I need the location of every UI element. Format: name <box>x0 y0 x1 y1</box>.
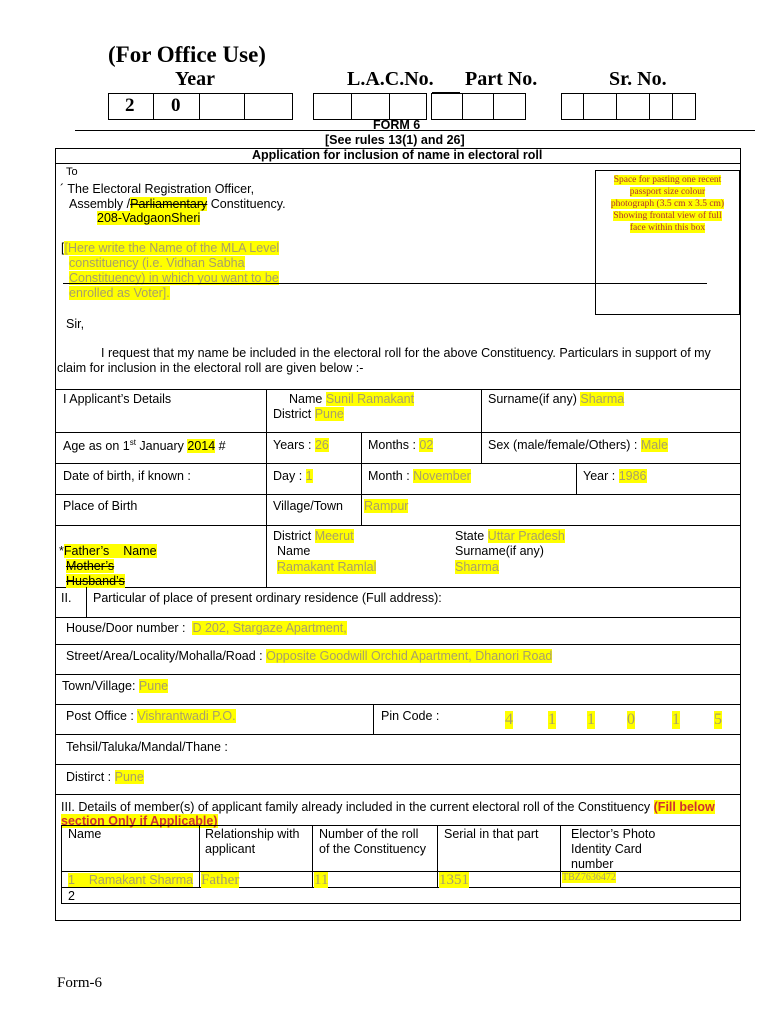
applicant-name-row <box>289 392 414 406</box>
house-row <box>66 621 347 635</box>
house-value[interactable]: D 202, Stargaze Apartment, <box>192 621 347 635</box>
part-label: Part No. <box>465 68 538 90</box>
photo-line-2: passport size colour <box>629 187 706 197</box>
day-value[interactable]: 1 <box>305 469 313 483</box>
post-row <box>66 709 236 723</box>
day-label: Day : <box>273 469 303 483</box>
row1-roll-wrap <box>314 872 328 889</box>
town-row <box>62 679 168 693</box>
lac-label: L.A.C.No. <box>347 68 434 90</box>
month-value[interactable]: November <box>413 469 471 483</box>
applicant-district-row <box>273 407 344 421</box>
post-value[interactable]: Vishrantwadi P.O. <box>137 709 236 723</box>
village-label: Village/Town <box>273 499 343 513</box>
months-row <box>368 438 433 452</box>
row2-num: 2 <box>68 889 75 903</box>
row1-epic-wrap <box>562 872 616 883</box>
section2-num: II. <box>61 591 72 605</box>
th-epic-3: number <box>571 857 614 871</box>
rel-name-label: Name <box>277 544 311 558</box>
constituency-name-text: 208-VadgaonSheri <box>97 211 201 225</box>
tehsil-label: Tehsil/Taluka/Mandal/Thane : <box>66 740 228 754</box>
district2-value[interactable]: Pune <box>114 770 144 784</box>
age-label-mid: January <box>135 439 188 454</box>
pin-digit-1[interactable]: 4 <box>505 711 513 728</box>
relation-husband-row <box>66 574 125 588</box>
pin-label: Pin Code : <box>381 709 440 723</box>
age-label-row <box>63 438 226 453</box>
form-application-title: Application for inclusion of name in electoral roll <box>252 148 543 162</box>
surname-value[interactable]: Sharma <box>580 392 625 406</box>
dob-year-value[interactable]: 1986 <box>618 469 647 483</box>
th-serial: Serial in that part <box>444 827 539 841</box>
district2-label: Distirct : <box>66 770 112 784</box>
age-sup: st <box>129 438 136 447</box>
pob-district-row <box>273 529 354 543</box>
house-label: House/Door number : <box>66 621 186 635</box>
instruction-text-4: enrolled as Voter]. <box>69 286 170 300</box>
section3-title-hl1: (Fill below <box>653 800 715 814</box>
month-label: Month : <box>368 469 410 483</box>
sr-boxes <box>561 93 696 120</box>
rel-surname-value[interactable]: Sharma <box>455 560 499 574</box>
relation-father-row <box>59 544 157 558</box>
assembly-prefix: Assembly / <box>69 197 131 211</box>
constituency-suffix: Constituency. <box>207 197 286 211</box>
row1-name[interactable]: Ramakant Sharma <box>88 873 194 887</box>
photo-line-4: Showing frontal view of full <box>613 211 722 221</box>
years-value[interactable]: 26 <box>314 438 329 452</box>
instruction-text-3: Constituency) in which you want to be <box>69 271 279 285</box>
th-relationship-2: applicant <box>205 842 256 856</box>
section2-title: Particular of place of present ordinary residence (Full address): <box>93 591 442 605</box>
th-relationship-1: Relationship with <box>205 827 300 841</box>
form-rules: [See rules 13(1) and 26] <box>325 133 465 147</box>
office-use-title: (For Office Use) <box>108 42 266 67</box>
row1-roll[interactable]: 11 <box>314 872 329 888</box>
relation-father: Father’s <box>63 544 110 558</box>
rel-name-value[interactable]: Ramakant Ramlal <box>277 560 377 574</box>
address-assembly-line <box>69 197 286 211</box>
sr-label: Sr. No. <box>609 68 667 90</box>
sex-value[interactable]: Male <box>640 438 668 452</box>
rel-surname-value-wrap <box>455 560 499 574</box>
sex-row <box>488 438 668 452</box>
th-epic-1: Elector’s Photo <box>571 827 656 841</box>
th-epic-2: Identity Card <box>571 842 642 856</box>
street-label: Street/Area/Locality/Mohalla/Road : <box>66 649 263 663</box>
pin-digit-3[interactable]: 1 <box>587 711 595 728</box>
town-label: Town/Village: <box>62 679 136 693</box>
pin-digit-6[interactable]: 5 <box>714 711 722 728</box>
year-digit-2: 0 <box>171 95 181 116</box>
instruction-text-2: constituency (i.e. Vidhan Sabha <box>69 256 245 270</box>
state-row <box>455 529 565 543</box>
instruction-line-4 <box>69 286 170 300</box>
row1-serial-wrap <box>439 872 469 889</box>
address-to: To <box>66 166 78 178</box>
row1-relation-wrap <box>201 872 239 889</box>
lac-boxes <box>313 93 427 120</box>
address-officer-line: ´ The Electoral Registration Officer, <box>60 182 255 196</box>
form-number: FORM 6 <box>373 118 421 132</box>
section3-title: III. Details of member(s) of applicant family already included in the current electoral roll of the Constituency <box>61 800 654 814</box>
name-value[interactable]: Sunil Ramakant <box>325 392 415 406</box>
letter-body-line-2: claim for inclusion in the electoral roll are given below :- <box>57 361 364 375</box>
part-boxes <box>431 93 526 120</box>
row1-relation[interactable]: Father <box>201 872 240 888</box>
th-name: Name <box>68 827 102 841</box>
street-row <box>66 649 552 663</box>
th-roll-1: Number of the roll <box>319 827 419 841</box>
dob-label: Date of birth, if known : <box>63 469 191 483</box>
relation-mother-row <box>66 559 114 573</box>
photo-line-5: face within this box <box>629 223 706 233</box>
applicant-details-label: I Applicant’s Details <box>63 392 172 406</box>
district-label: District <box>273 407 312 421</box>
year-label: Year <box>175 68 215 90</box>
pob-district-value[interactable]: Meerut <box>314 529 354 543</box>
rel-surname-label: Surname(if any) <box>455 544 544 558</box>
salutation: Sir, <box>66 317 85 331</box>
th-roll-2: of the Constituency <box>319 842 427 856</box>
table-row <box>68 889 75 903</box>
sex-label: Sex (male/female/Others) : <box>488 438 638 452</box>
years-label: Years : <box>273 438 312 452</box>
town-value[interactable]: Pune <box>138 679 169 693</box>
district-value[interactable]: Pune <box>314 407 344 421</box>
pob-district-label: District <box>273 529 312 543</box>
dob-year-label: Year : <box>583 469 616 483</box>
street-value[interactable]: Opposite Goodwill Orchid Apartment, Dhanori Road <box>266 649 553 663</box>
relation-mother: Mother’s <box>66 559 115 573</box>
photo-line-1: Space for pasting one recent <box>613 175 722 185</box>
day-row <box>273 469 313 483</box>
pob-label: Place of Birth <box>63 499 138 513</box>
photo-instructions <box>597 174 738 234</box>
months-value[interactable]: 02 <box>419 438 434 452</box>
post-label: Post Office : <box>66 709 134 723</box>
row1-serial[interactable]: 1351 <box>439 872 469 888</box>
rel-name-value-wrap <box>277 560 376 574</box>
pin-digit-4[interactable]: 0 <box>627 711 635 728</box>
photo-line-3: photograph (3.5 cm x 3.5 cm) <box>610 199 725 209</box>
year-row <box>583 469 647 483</box>
constituency-name <box>97 211 200 225</box>
state-value[interactable]: Uttar Pradesh <box>487 529 565 543</box>
row1-num: 1 <box>68 873 75 887</box>
section3-title-line1 <box>61 800 715 814</box>
month-row <box>368 469 471 483</box>
section3-title-hl2: section Only if Applicable) <box>61 814 218 828</box>
instruction-text-1: [Here write the Name of the MLA Level <box>64 241 280 255</box>
row1-epic[interactable]: TBZ7636472 <box>562 872 616 883</box>
village-value[interactable]: Rampur <box>364 499 409 513</box>
district2-row <box>66 770 144 784</box>
applicant-surname-row <box>488 392 624 406</box>
years-row <box>273 438 329 452</box>
footer-form-label: Form-6 <box>57 975 102 991</box>
relation-husband: Husband’s <box>66 574 125 588</box>
name-label: Name <box>289 392 323 406</box>
surname-label: Surname(if any) <box>488 392 577 406</box>
instruction-line-2 <box>69 256 245 270</box>
year-digit-1: 2 <box>125 95 135 116</box>
relation-star: * <box>59 544 64 558</box>
village-value-wrap <box>364 499 408 513</box>
months-label: Months : <box>368 438 416 452</box>
instruction-line-1: [[Here write the Name of the MLA Level <box>61 241 280 255</box>
relation-name-word: Name <box>123 544 157 558</box>
age-hash: # <box>215 439 226 454</box>
pin-digit-5[interactable]: 1 <box>672 711 680 728</box>
officer-text: The Electoral Registration Officer, <box>67 182 255 196</box>
year-boxes <box>108 93 293 120</box>
letter-body-line-1: I request that my name be included in the electoral roll for the above Constituency. Particulars in support of my <box>101 346 711 360</box>
pin-digit-2[interactable]: 1 <box>548 711 556 728</box>
table-row <box>68 873 193 887</box>
age-year: 2014 <box>187 439 216 454</box>
age-label-pre: Age as on 1 <box>63 439 130 454</box>
parliamentary-struck: Parliamentary <box>130 197 208 211</box>
state-label: State <box>455 529 485 543</box>
